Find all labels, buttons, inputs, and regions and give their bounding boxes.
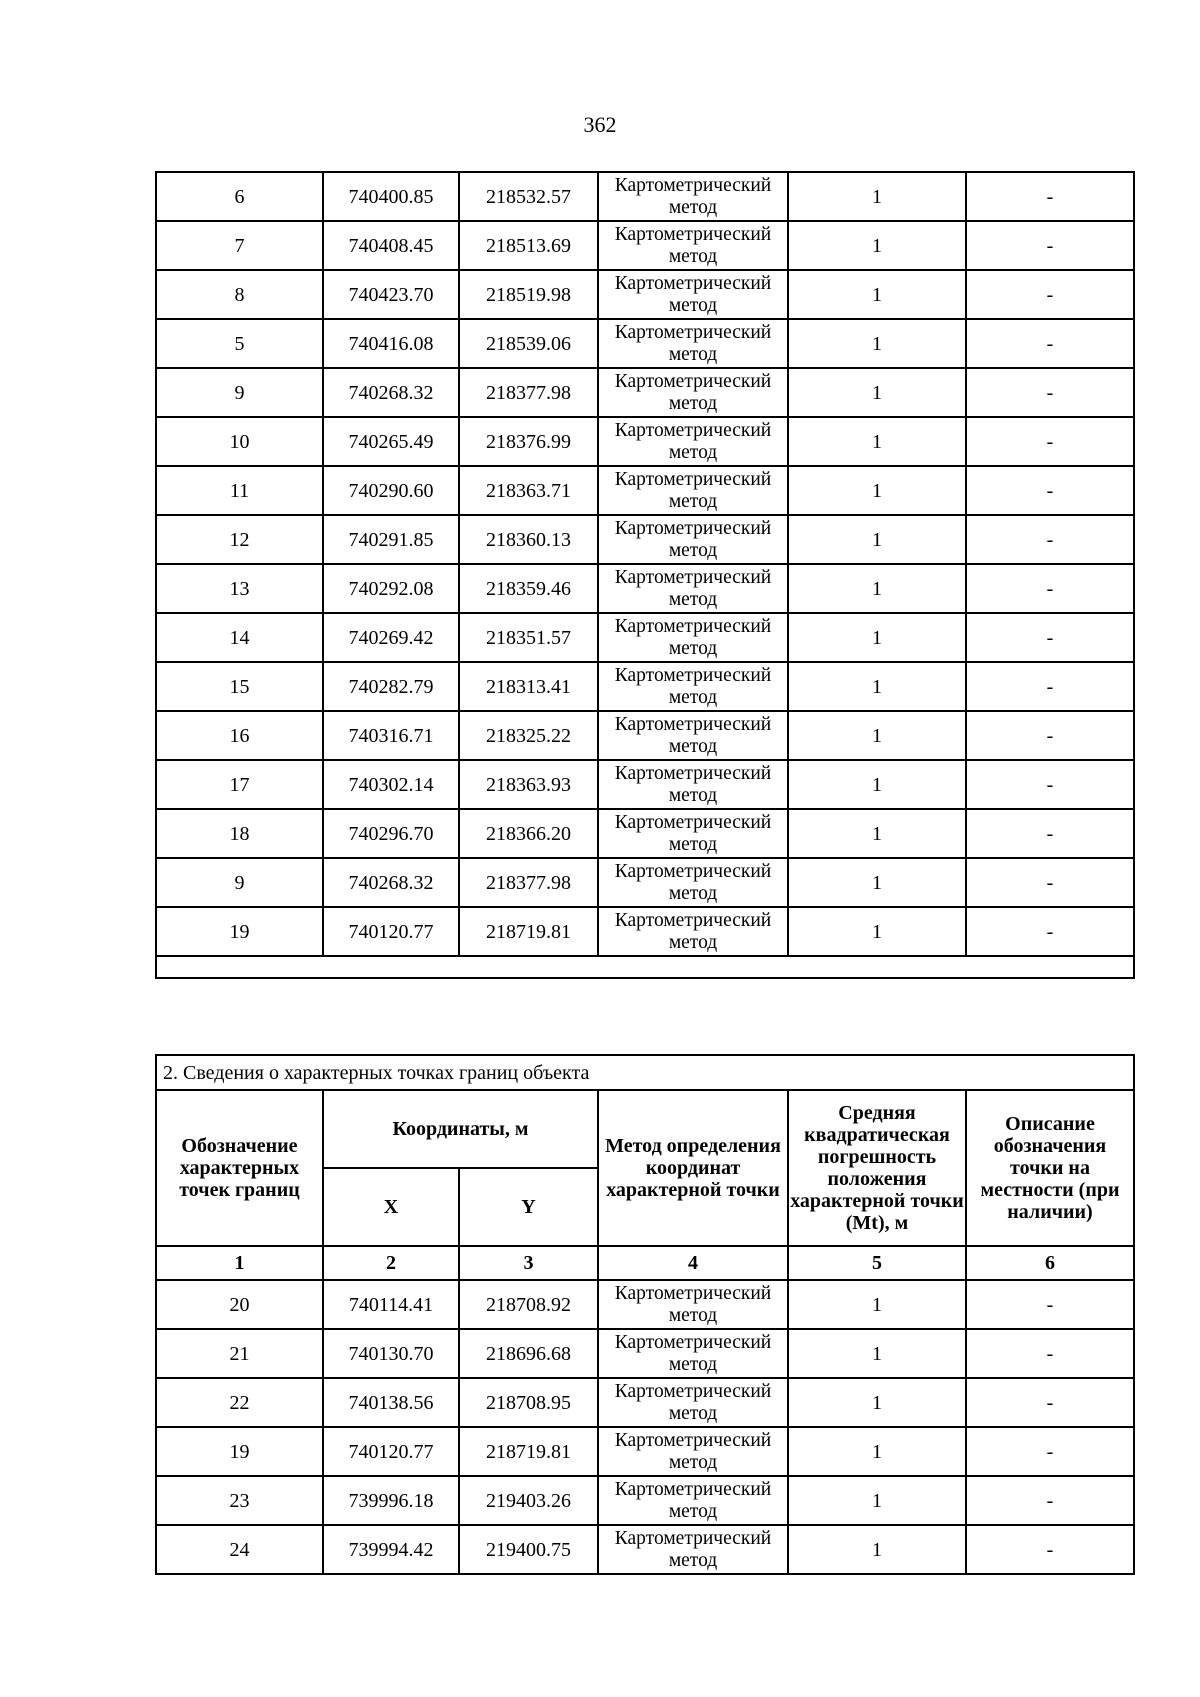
table-row — [156, 270, 1134, 319]
y-cell: 218363.93 — [459, 760, 598, 809]
y-cell: 218532.57 — [459, 172, 598, 221]
desc-cell: - — [966, 711, 1134, 760]
mt-cell: 1 — [788, 711, 966, 760]
x-cell: 740269.42 — [323, 613, 459, 662]
table-row — [156, 368, 1134, 417]
method-cell: Картометрический метод — [598, 711, 788, 760]
method-cell: Картометрический метод — [598, 466, 788, 515]
table-row — [156, 1280, 1134, 1329]
x-cell: 740120.77 — [323, 907, 459, 956]
desc-cell: - — [966, 515, 1134, 564]
x-cell: 740120.77 — [323, 1427, 459, 1476]
mt-cell: 1 — [788, 809, 966, 858]
point-cell: 14 — [156, 613, 323, 662]
table-row — [156, 1329, 1134, 1378]
x-cell: 740408.45 — [323, 221, 459, 270]
method-cell: Картометрический метод — [598, 1280, 788, 1329]
method-cell: Картометрический метод — [598, 515, 788, 564]
method-cell: Картометрический метод — [598, 368, 788, 417]
column-number: 4 — [598, 1246, 788, 1280]
mt-cell: 1 — [788, 564, 966, 613]
point-cell: 9 — [156, 858, 323, 907]
header-row — [156, 1090, 1134, 1168]
desc-cell: - — [966, 1476, 1134, 1525]
y-cell: 218376.99 — [459, 417, 598, 466]
table-row — [156, 662, 1134, 711]
x-cell: 740292.08 — [323, 564, 459, 613]
desc-cell: - — [966, 221, 1134, 270]
point-cell: 13 — [156, 564, 323, 613]
point-cell: 24 — [156, 1525, 323, 1574]
table-row — [156, 1476, 1134, 1525]
desc-cell: - — [966, 1378, 1134, 1427]
y-cell: 218313.41 — [459, 662, 598, 711]
mt-cell: 1 — [788, 1329, 966, 1378]
y-cell: 218696.68 — [459, 1329, 598, 1378]
y-cell: 218377.98 — [459, 858, 598, 907]
x-cell: 740296.70 — [323, 809, 459, 858]
desc-cell: - — [966, 466, 1134, 515]
mt-cell: 1 — [788, 760, 966, 809]
column-number: 3 — [459, 1246, 598, 1280]
table-row — [156, 907, 1134, 956]
method-cell: Картометрический метод — [598, 809, 788, 858]
x-cell: 740268.32 — [323, 368, 459, 417]
method-cell: Картометрический метод — [598, 760, 788, 809]
method-cell: Картометрический метод — [598, 1525, 788, 1574]
y-cell: 218359.46 — [459, 564, 598, 613]
point-cell: 19 — [156, 1427, 323, 1476]
column-number: 2 — [323, 1246, 459, 1280]
point-cell: 9 — [156, 368, 323, 417]
method-cell: Картометрический метод — [598, 319, 788, 368]
x-cell: 740282.79 — [323, 662, 459, 711]
point-cell: 8 — [156, 270, 323, 319]
point-cell: 7 — [156, 221, 323, 270]
y-cell: 218539.06 — [459, 319, 598, 368]
mt-cell: 1 — [788, 907, 966, 956]
desc-cell: - — [966, 858, 1134, 907]
header-y: Y — [459, 1168, 598, 1246]
header-method: Метод определения координат характерной точки — [598, 1090, 788, 1246]
point-cell: 17 — [156, 760, 323, 809]
table-row — [156, 1525, 1134, 1574]
mt-cell: 1 — [788, 1280, 966, 1329]
mt-cell: 1 — [788, 270, 966, 319]
mt-cell: 1 — [788, 515, 966, 564]
y-cell: 218363.71 — [459, 466, 598, 515]
mt-cell: 1 — [788, 1378, 966, 1427]
x-cell: 740291.85 — [323, 515, 459, 564]
mt-cell: 1 — [788, 858, 966, 907]
method-cell: Картометрический метод — [598, 907, 788, 956]
table-row — [156, 221, 1134, 270]
table-row — [156, 417, 1134, 466]
table-row — [156, 858, 1134, 907]
mt-cell: 1 — [788, 613, 966, 662]
x-cell: 740268.32 — [323, 858, 459, 907]
x-cell: 740130.70 — [323, 1329, 459, 1378]
mt-cell: 1 — [788, 1476, 966, 1525]
method-cell: Картометрический метод — [598, 221, 788, 270]
method-cell: Картометрический метод — [598, 172, 788, 221]
x-cell: 740423.70 — [323, 270, 459, 319]
y-cell: 218351.57 — [459, 613, 598, 662]
column-number: 1 — [156, 1246, 323, 1280]
section-title: 2. Сведения о характерных точках границ объекта — [156, 1055, 1134, 1090]
method-cell: Картометрический метод — [598, 1329, 788, 1378]
method-cell: Картометрический метод — [598, 613, 788, 662]
header-mt: Средняя квадратическая погрешность положения характерной точки (Mt), м — [788, 1090, 966, 1246]
desc-cell: - — [966, 760, 1134, 809]
y-cell: 218377.98 — [459, 368, 598, 417]
table-row — [156, 515, 1134, 564]
point-cell: 5 — [156, 319, 323, 368]
desc-cell: - — [966, 907, 1134, 956]
mt-cell: 1 — [788, 319, 966, 368]
y-cell: 218360.13 — [459, 515, 598, 564]
mt-cell: 1 — [788, 1427, 966, 1476]
x-cell: 740416.08 — [323, 319, 459, 368]
empty-row — [156, 956, 1134, 978]
desc-cell: - — [966, 662, 1134, 711]
table-row — [156, 613, 1134, 662]
desc-cell: - — [966, 1280, 1134, 1329]
mt-cell: 1 — [788, 466, 966, 515]
header-x: X — [323, 1168, 459, 1246]
y-cell: 218708.95 — [459, 1378, 598, 1427]
point-cell: 16 — [156, 711, 323, 760]
method-cell: Картометрический метод — [598, 1378, 788, 1427]
point-cell: 21 — [156, 1329, 323, 1378]
x-cell: 740138.56 — [323, 1378, 459, 1427]
mt-cell: 1 — [788, 417, 966, 466]
desc-cell: - — [966, 319, 1134, 368]
x-cell: 739994.42 — [323, 1525, 459, 1574]
desc-cell: - — [966, 809, 1134, 858]
method-cell: Картометрический метод — [598, 270, 788, 319]
x-cell: 740265.49 — [323, 417, 459, 466]
y-cell: 218325.22 — [459, 711, 598, 760]
y-cell: 218519.98 — [459, 270, 598, 319]
y-cell: 218366.20 — [459, 809, 598, 858]
y-cell: 218513.69 — [459, 221, 598, 270]
method-cell: Картометрический метод — [598, 858, 788, 907]
point-cell: 12 — [156, 515, 323, 564]
y-cell: 219400.75 — [459, 1525, 598, 1574]
mt-cell: 1 — [788, 1525, 966, 1574]
y-cell: 219403.26 — [459, 1476, 598, 1525]
x-cell: 740316.71 — [323, 711, 459, 760]
x-cell: 740290.60 — [323, 466, 459, 515]
point-cell: 11 — [156, 466, 323, 515]
table-row — [156, 564, 1134, 613]
mt-cell: 1 — [788, 221, 966, 270]
boundary-points-table — [155, 1054, 1135, 1575]
mt-cell: 1 — [788, 368, 966, 417]
page-number: 362 — [583, 112, 617, 137]
table-row — [156, 1427, 1134, 1476]
method-cell: Картометрический метод — [598, 662, 788, 711]
column-numbers-row — [156, 1246, 1134, 1280]
method-cell: Картометрический метод — [598, 1427, 788, 1476]
table2-body — [156, 1280, 1134, 1574]
y-cell: 218719.81 — [459, 1427, 598, 1476]
table-row — [156, 172, 1134, 221]
method-cell: Картометрический метод — [598, 417, 788, 466]
method-cell: Картометрический метод — [598, 564, 788, 613]
x-cell: 740400.85 — [323, 172, 459, 221]
table-row — [156, 319, 1134, 368]
point-cell: 15 — [156, 662, 323, 711]
x-cell: 739996.18 — [323, 1476, 459, 1525]
desc-cell: - — [966, 1427, 1134, 1476]
point-cell: 22 — [156, 1378, 323, 1427]
x-cell: 740114.41 — [323, 1280, 459, 1329]
desc-cell: - — [966, 270, 1134, 319]
header-coords: Координаты, м — [323, 1090, 598, 1168]
desc-cell: - — [966, 172, 1134, 221]
point-cell: 20 — [156, 1280, 323, 1329]
point-cell: 18 — [156, 809, 323, 858]
mt-cell: 1 — [788, 662, 966, 711]
table-row — [156, 711, 1134, 760]
desc-cell: - — [966, 564, 1134, 613]
header-point: Обозначение характерных точек границ — [156, 1090, 323, 1246]
desc-cell: - — [966, 368, 1134, 417]
empty-cell — [156, 956, 1134, 978]
table-row — [156, 809, 1134, 858]
method-cell: Картометрический метод — [598, 1476, 788, 1525]
column-number: 5 — [788, 1246, 966, 1280]
point-cell: 19 — [156, 907, 323, 956]
desc-cell: - — [966, 417, 1134, 466]
table-row — [156, 1378, 1134, 1427]
section-title-row — [156, 1055, 1134, 1090]
mt-cell: 1 — [788, 172, 966, 221]
desc-cell: - — [966, 1329, 1134, 1378]
table1-body — [156, 172, 1134, 978]
desc-cell: - — [966, 1525, 1134, 1574]
table-row — [156, 760, 1134, 809]
table-row — [156, 466, 1134, 515]
x-cell: 740302.14 — [323, 760, 459, 809]
point-cell: 23 — [156, 1476, 323, 1525]
desc-cell: - — [966, 613, 1134, 662]
y-cell: 218708.92 — [459, 1280, 598, 1329]
point-cell: 6 — [156, 172, 323, 221]
point-cell: 10 — [156, 417, 323, 466]
column-number: 6 — [966, 1246, 1134, 1280]
boundary-points-table-continued — [155, 171, 1135, 979]
header-desc: Описание обозначения точки на местности (при наличии) — [966, 1090, 1134, 1246]
y-cell: 218719.81 — [459, 907, 598, 956]
